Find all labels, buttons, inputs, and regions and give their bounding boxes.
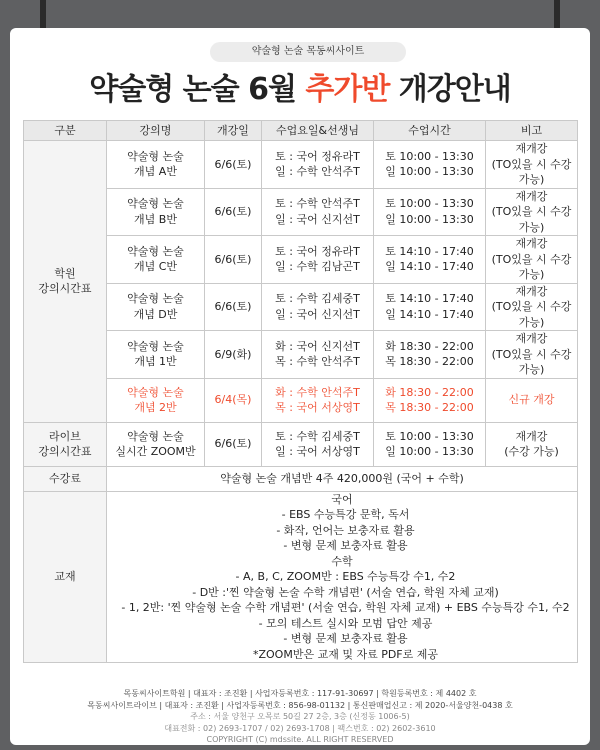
time-cell	[374, 331, 486, 379]
time-cell	[374, 141, 486, 189]
teacher-line: 일 : 수학 김남곤T	[275, 260, 360, 274]
teacher-line: 목 : 국어 서상영T	[275, 401, 360, 414]
textbook-row	[24, 491, 578, 663]
time-line: 일 14:10 - 17:40	[385, 307, 474, 321]
teacher-line: 일 : 국어 신지선T	[275, 212, 360, 226]
teacher-cell	[262, 378, 374, 422]
class-name-cell	[107, 141, 205, 189]
fee-label: 수강료	[24, 466, 107, 491]
time-cell	[374, 236, 486, 284]
note-line: (TO있을 시 수강 가능)	[491, 300, 572, 329]
schedule-table	[23, 120, 578, 663]
teacher-line: 화 : 수학 안석주T	[275, 385, 360, 399]
textbook-list	[107, 491, 578, 663]
note-cell	[486, 236, 578, 284]
time-cell	[374, 188, 486, 236]
notice-card	[10, 28, 590, 745]
table-row	[24, 141, 578, 189]
column-header: 수업요일&선생님	[262, 121, 374, 141]
textbook-line: - 변형 문제 보충자료 활용	[276, 539, 408, 552]
teacher-line: 일 : 국어 서상영T	[275, 445, 360, 458]
class-name-cell	[107, 188, 205, 236]
textbook-line: 국어	[331, 492, 353, 506]
class-name: 개념 2반	[134, 401, 177, 414]
group-label: 강의시간표	[38, 445, 92, 458]
column-header: 개강일	[205, 121, 262, 141]
column-header: 비고	[486, 121, 578, 141]
textbook-line: - 1, 2반: '찐 약술형 논술 수학 개념편' (서술 연습, 학원 자체 교재) + EBS 수능특강 수1, 수2	[114, 601, 570, 614]
column-header: 강의명	[107, 121, 205, 141]
note-line: 재개강	[515, 237, 548, 250]
teacher-line: 토 : 수학 김세중T	[275, 292, 360, 306]
fee-value: 약술형 논술 개념반 4주 420,000원 (국어 + 수학)	[107, 466, 578, 491]
fee-row	[24, 466, 578, 491]
teacher-line: 토 : 국어 정유라T	[275, 149, 360, 163]
time-line: 토 10:00 - 13:30	[385, 149, 474, 163]
start-date-cell: 6/6(토)	[205, 141, 262, 189]
start-date-cell: 6/6(토)	[205, 422, 262, 466]
textbook-line: *ZOOM반은 교재 및 자료 PDF로 제공	[245, 647, 438, 661]
class-name: 개념 C반	[133, 260, 178, 274]
class-name: 약술형 논술	[127, 197, 184, 211]
class-name: 약술형 논술	[127, 292, 184, 306]
note-cell	[486, 378, 578, 422]
note-line: 재개강	[515, 142, 548, 155]
note-cell	[486, 283, 578, 331]
class-name: 약술형 논술	[127, 244, 184, 258]
teacher-line: 토 : 수학 김세중T	[275, 429, 360, 443]
group-label: 학원	[54, 266, 76, 280]
textbook-line: - D반 :'찐 약술형 논술 수학 개념편' (서술 연습, 학원 자체 교재)	[185, 585, 499, 599]
textbook-line: - EBS 수능특강 문학, 독서	[274, 508, 410, 521]
textbook-line: 수학	[331, 554, 353, 568]
time-line: 토 14:10 - 17:40	[385, 244, 474, 258]
class-name: 약술형 논술	[127, 385, 184, 399]
teacher-cell	[262, 422, 374, 466]
column-header: 수업시간	[374, 121, 486, 141]
start-date-cell: 6/6(토)	[205, 236, 262, 284]
note-line: 재개강	[515, 189, 548, 203]
note-line: 재개강	[515, 332, 548, 345]
table-row	[24, 188, 578, 236]
note-line: 신규 개강	[508, 393, 555, 407]
group-label: 강의시간표	[38, 282, 92, 296]
class-name: 약술형 논술	[127, 149, 184, 163]
title-part-1: 약술형 논술 6월	[89, 72, 306, 107]
note-line: (TO있을 시 수강 가능)	[491, 205, 572, 234]
footer-line: 대표전화 : 02) 2693-1707 / 02) 2693-1708 | 팩스번호 : 02) 2602-3610	[164, 723, 436, 733]
start-date-cell: 6/4(목)	[205, 378, 262, 422]
note-cell	[486, 188, 578, 236]
title-accent: 추가반	[305, 72, 390, 107]
time-line: 토 10:00 - 13:30	[385, 429, 474, 443]
note-line: 재개강	[515, 284, 548, 298]
class-name-cell	[107, 236, 205, 284]
footer-copyright: COPYRIGHT (C) mdssite. ALL RIGHT RESERVED	[206, 735, 394, 744]
teacher-cell	[262, 331, 374, 379]
column-header: 구분	[24, 121, 107, 141]
time-line: 토 14:10 - 17:40	[385, 292, 474, 306]
teacher-line: 토 : 수학 안석주T	[275, 197, 360, 211]
class-name: 개념 B반	[134, 212, 177, 226]
time-line: 일 10:00 - 13:30	[385, 212, 474, 226]
group-label: 라이브	[49, 429, 81, 443]
teacher-cell	[262, 188, 374, 236]
class-name: 개념 1반	[134, 355, 177, 369]
teacher-line: 토 : 국어 정유라T	[275, 244, 360, 258]
time-line: 화 18:30 - 22:00	[385, 339, 474, 353]
note-cell	[486, 141, 578, 189]
note-line: (TO있을 시 수강 가능)	[491, 157, 572, 186]
textbook-line: - 화작, 언어는 보충자료 활용	[269, 523, 415, 537]
teacher-cell	[262, 236, 374, 284]
class-name: 개념 A반	[134, 165, 177, 179]
footer	[10, 688, 590, 746]
class-name: 실시간 ZOOM반	[115, 445, 196, 458]
class-name: 약술형 논술	[127, 339, 184, 353]
time-line: 목 18:30 - 22:00	[385, 401, 474, 414]
teacher-line: 목 : 수학 안석주T	[275, 355, 360, 369]
table-row	[24, 283, 578, 331]
teacher-line: 화 : 국어 신지선T	[275, 339, 360, 353]
title-part-2: 개강안내	[389, 72, 511, 107]
table-row-new	[24, 378, 578, 422]
class-name-cell	[107, 283, 205, 331]
time-line: 일 10:00 - 13:30	[385, 445, 474, 458]
group-cell-academy	[24, 141, 107, 423]
group-cell-live	[24, 422, 107, 466]
table-row	[24, 422, 578, 466]
textbook-line: - A, B, C, ZOOM반 : EBS 수능특강 수1, 수2	[228, 570, 456, 583]
note-line: (TO있을 시 수강 가능)	[491, 252, 572, 281]
class-name-cell	[107, 422, 205, 466]
footer-line: 목동씨사이트라이브 | 대표자 : 조진환 | 사업자등록번호 : 856-98-01132 | 통신판매업신고 : 제 2020-서울양천-0438 호	[87, 700, 513, 710]
note-line: 재개강	[515, 429, 548, 443]
note-cell	[486, 422, 578, 466]
time-line: 일 10:00 - 13:30	[385, 165, 474, 179]
class-name-cell	[107, 331, 205, 379]
academy-badge: 약술형 논술 목동씨사이트	[210, 42, 406, 62]
table-row	[24, 236, 578, 284]
start-date-cell: 6/6(토)	[205, 188, 262, 236]
class-name-cell	[107, 378, 205, 422]
page-title	[10, 64, 590, 108]
time-cell	[374, 378, 486, 422]
textbook-line: - 모의 테스트 실시와 모범 답안 제공	[251, 616, 433, 630]
time-line: 일 14:10 - 17:40	[385, 260, 474, 274]
class-name: 개념 D반	[133, 307, 178, 321]
time-line: 토 10:00 - 13:30	[385, 197, 474, 211]
time-line: 목 18:30 - 22:00	[385, 355, 474, 369]
teacher-line: 일 : 수학 안석주T	[275, 165, 360, 179]
teacher-cell	[262, 141, 374, 189]
note-line: (TO있을 시 수강 가능)	[491, 347, 572, 376]
table-header-row	[24, 121, 578, 141]
textbook-label: 교재	[24, 491, 107, 663]
footer-line: 주소 : 서울 양천구 오목로 50길 27 2층, 3층 (신정동 1006-5)	[190, 712, 410, 721]
teacher-line: 일 : 국어 신지선T	[275, 307, 360, 321]
time-cell	[374, 283, 486, 331]
start-date-cell: 6/6(토)	[205, 283, 262, 331]
time-cell	[374, 422, 486, 466]
textbook-line: - 변형 문제 보충자료 활용	[276, 632, 408, 645]
teacher-cell	[262, 283, 374, 331]
table-row	[24, 331, 578, 379]
note-line: (수강 가능)	[504, 445, 559, 458]
footer-line: 목동씨사이트학원 | 대표자 : 조진환 | 사업자등록번호 : 117-91-30697 | 학원등록번호 : 제 4402 호	[123, 689, 477, 698]
class-name: 약술형 논술	[127, 429, 184, 443]
start-date-cell: 6/9(화)	[205, 331, 262, 379]
note-cell	[486, 331, 578, 379]
time-line: 화 18:30 - 22:00	[385, 385, 474, 399]
